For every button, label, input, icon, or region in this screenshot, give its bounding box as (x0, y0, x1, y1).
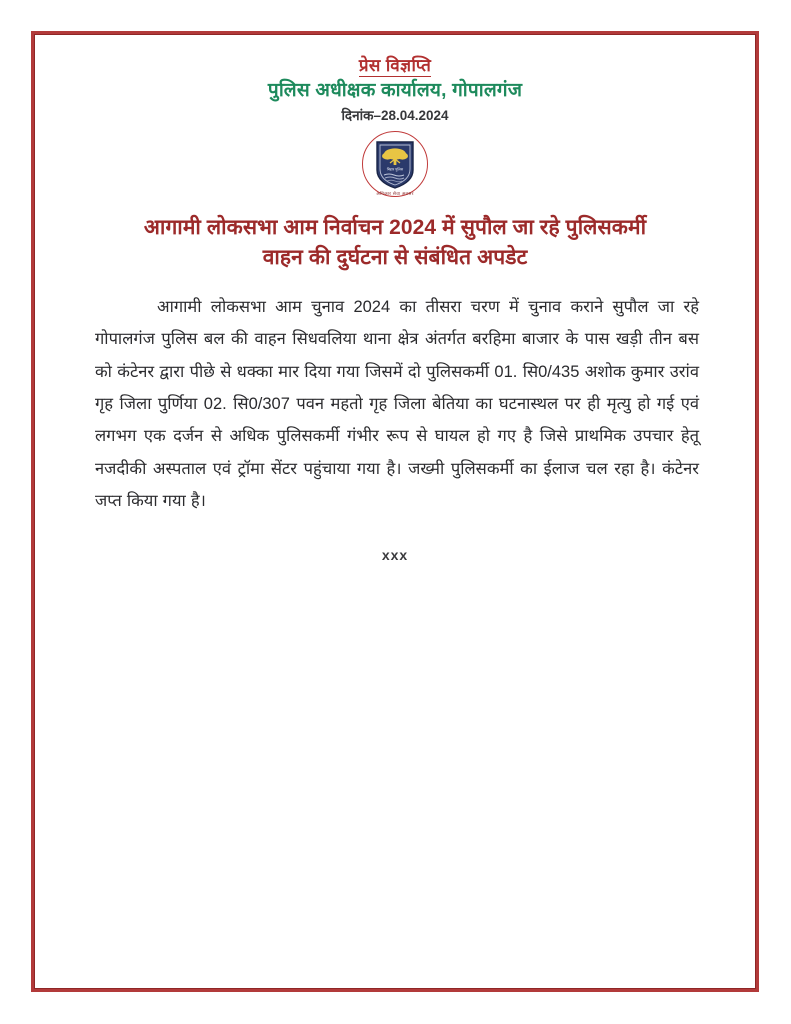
office-name-line: पुलिस अधीक्षक कार्यालय, गोपालगंज (267, 80, 523, 102)
headline-line-1: आगामी लोकसभा आम निर्वाचन 2024 में सुपौल जा रहे पुलिसकर्मी (143, 216, 647, 240)
headline (89, 213, 701, 273)
police-emblem-icon (362, 131, 428, 197)
page-content (31, 31, 759, 992)
document-date-line: दिनांक–28.04.2024 (341, 107, 449, 123)
svg-text:बिहार पुलिस: बिहार पुलिस (386, 168, 404, 173)
press-release-heading (89, 43, 701, 76)
end-marker: xxx (381, 547, 409, 564)
emblem-motto-text: अधिकार सेवा अवसर (376, 191, 414, 197)
body-paragraph: आगामी लोकसभा आम चुनाव 2024 का तीसरा चरण में चुनाव कराने सुपौल जा रहे गोपालगंज पुलिस बल की वाहन सिधवलिया थाना क्षेत्र अंतर्गत बरहिमा बाजार के पास खड़ी तीन बस को कंटेनर द्वारा पीछे से धक्का मार दिया गया जिसमें दो पुलिसकर्मी 01. सि0/435 अशोक कुमार उरांव गृह जिला पुर्णिया 02. सि0/307 पवन महतो गृह जिला बेतिया का घटनास्थल पर ही मृत्यु हो गई एवं लगभग एक दर्जन से अधिक पुलिसकर्मी गंभीर रूप से घायल हो गए है जिसे प्राथमिक उपचार हेतू नजदीकी अस्पताल एवं ट्रॉमा सेंटर पहुंचाया गया है। जख्मी पुलिसकर्मी का ईलाज चल रहा है। कंटेनर जप्त किया गया है। (95, 298, 699, 511)
headline-line-2: वाहन की दुर्घटना से संबंधित अपडेट (262, 246, 528, 270)
police-shield-icon (371, 138, 419, 190)
emblem-container (89, 131, 701, 197)
document-header (89, 43, 701, 124)
press-release-heading-text: प्रेस विज्ञप्ति (358, 56, 432, 75)
